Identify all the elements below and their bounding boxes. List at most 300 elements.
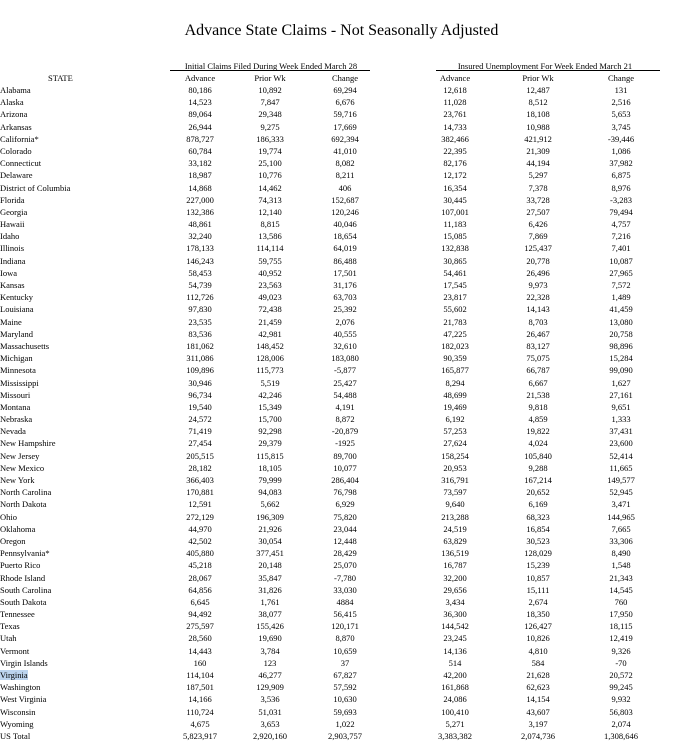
iu-prior-week: 18,350 [526, 609, 550, 620]
column-gap [375, 681, 425, 693]
table-row [0, 486, 683, 498]
column-gap [230, 596, 240, 608]
iu-advance: 42,200 [443, 670, 467, 680]
ic-prior-week: 115,773 [256, 365, 284, 376]
iu-prior-week: 2,674 [528, 596, 548, 607]
column-gap [300, 596, 315, 608]
ic-prior-week: 92,298 [258, 426, 282, 437]
column-gap [230, 572, 240, 584]
column-gap [230, 547, 240, 559]
iu-change: 79,494 [609, 206, 633, 217]
state-cell [0, 206, 170, 218]
column-gap [651, 657, 683, 669]
column-gap [375, 145, 425, 157]
iu-change: 20,572 [609, 670, 633, 680]
iu-advance: 73,597 [443, 487, 467, 498]
column-gap [651, 328, 683, 340]
ic-advance: 45,218 [188, 560, 212, 571]
state-cell [0, 121, 170, 133]
iu-advance: 14,136 [443, 645, 467, 656]
iu-advance: 382,466 [441, 133, 469, 144]
table-row [0, 681, 683, 693]
column-gap [651, 584, 683, 596]
table-row [0, 535, 683, 547]
column-gap [485, 511, 508, 523]
column-gap [568, 145, 591, 157]
table-row [0, 608, 683, 620]
column-gap [651, 291, 683, 303]
state-cell [0, 511, 170, 523]
iu-change: 149,577 [607, 475, 635, 485]
ic-advance: 311,086 [186, 353, 214, 364]
iu-advance: 16,787 [443, 560, 467, 571]
column-gap [300, 657, 315, 669]
column-gap [300, 450, 315, 462]
state-name: Nevada [0, 426, 26, 437]
column-gap [651, 596, 683, 608]
iu-prior-week: 421,912 [524, 133, 552, 144]
ic-change: 25,392 [333, 304, 357, 315]
column-gap [485, 669, 508, 681]
column-gap [300, 437, 315, 449]
column-gap [230, 718, 240, 730]
state-name: Alabama [0, 85, 31, 95]
table-row [0, 693, 683, 705]
state-name: Georgia [0, 206, 28, 217]
iu-prior-week: 125,437 [524, 243, 552, 254]
table-row [0, 511, 683, 523]
column-gap [485, 364, 508, 376]
column-gap [568, 474, 591, 486]
iu-advance: 107,001 [441, 206, 469, 217]
iu-change: 760 [614, 596, 628, 607]
column-gap [568, 377, 591, 389]
iu-change: 10,087 [609, 255, 633, 266]
ic-prior-week: 35,847 [258, 572, 282, 583]
column-gap [375, 401, 425, 413]
column-gap [651, 474, 683, 486]
column-gap [651, 669, 683, 681]
iu-prior-week: 20,652 [526, 487, 550, 498]
column-gap [230, 462, 240, 474]
iu-advance: 24,086 [443, 694, 467, 705]
ic-prior-week: 46,277 [258, 670, 282, 680]
ic-change: 4884 [336, 596, 354, 607]
state-cell [0, 632, 170, 644]
column-gap [568, 547, 591, 559]
column-gap [230, 632, 240, 644]
ic-advance: 24,572 [188, 414, 212, 425]
column-gap [300, 669, 315, 681]
table-row [0, 340, 683, 352]
column-gap [375, 291, 425, 303]
column-gap [230, 681, 240, 693]
state-cell [0, 535, 170, 547]
column-gap [651, 121, 683, 133]
column-gap [375, 645, 425, 657]
column-gap [230, 267, 240, 279]
ic-advance: 71,419 [188, 426, 212, 437]
column-gap [230, 389, 240, 401]
column-gap [651, 182, 683, 194]
column-gap [375, 693, 425, 705]
iu-prior-week: 22,328 [526, 292, 550, 303]
initial-claims-rule [170, 70, 370, 71]
iu-prior-week: 21,628 [526, 670, 550, 680]
ic-change: 63,703 [333, 292, 357, 303]
state-cell [0, 303, 170, 315]
iu-advance-header: Advance [439, 73, 471, 83]
ic-advance: 112,726 [186, 292, 214, 303]
iu-change: 9,326 [611, 645, 631, 656]
ic-advance: 366,403 [186, 475, 214, 485]
column-gap [375, 486, 425, 498]
column-gap [485, 145, 508, 157]
iu-prior-week: 4,859 [528, 414, 548, 425]
iu-change: 12,419 [609, 633, 633, 644]
column-gap [651, 242, 683, 254]
column-gap [568, 437, 591, 449]
ic-prior-week: 59,755 [258, 255, 282, 266]
column-gap [300, 718, 315, 730]
column-gap [485, 718, 508, 730]
state-cell [0, 84, 170, 96]
state-name: Ohio [0, 511, 17, 522]
state-name: Nebraska [0, 414, 33, 425]
column-gap [300, 352, 315, 364]
state-name: West Virginia [0, 694, 47, 705]
column-gap [485, 242, 508, 254]
column-gap [300, 145, 315, 157]
column-gap [230, 511, 240, 523]
iu-advance: 17,545 [443, 280, 467, 290]
iu-prior-week: 15,239 [526, 560, 550, 571]
column-gap [300, 632, 315, 644]
iu-change: 27,965 [609, 267, 633, 278]
ic-prior-week: 29,348 [258, 109, 282, 120]
ic-change: 69,294 [333, 85, 357, 95]
ic-advance: 170,881 [186, 487, 214, 498]
column-gap [651, 498, 683, 510]
ic-change: 76,798 [333, 487, 357, 498]
ic-prior-week: 29,379 [258, 438, 282, 449]
state-cell [0, 194, 170, 206]
ic-change: 4,191 [335, 401, 355, 412]
ic-advance: 14,443 [188, 645, 212, 656]
iu-prior-week: 7,378 [528, 182, 548, 193]
column-gap [300, 523, 315, 535]
column-gap [568, 681, 591, 693]
state-name: Minnesota [0, 365, 36, 376]
state-cell [0, 291, 170, 303]
iu-prior-week: 10,857 [526, 572, 550, 583]
ic-advance: 28,560 [188, 633, 212, 644]
column-gap [485, 316, 508, 328]
state-name: Vermont [0, 645, 30, 656]
state-name: Delaware [0, 170, 33, 181]
state-cell [0, 596, 170, 608]
column-gap [300, 96, 315, 108]
state-name: Colorado [0, 145, 32, 156]
iu-prior-week: 9,818 [528, 401, 548, 412]
iu-advance: 36,300 [443, 609, 467, 620]
column-gap [568, 596, 591, 608]
state-name: Montana [0, 401, 31, 412]
insured-unemployment-rule [436, 70, 660, 71]
column-gap [485, 450, 508, 462]
ic-prior-week: 8,815 [260, 219, 280, 230]
state-name: North Carolina [0, 487, 52, 498]
column-gap [651, 632, 683, 644]
column-gap [375, 377, 425, 389]
state-cell [0, 706, 170, 718]
column-gap [568, 230, 591, 242]
ic-prior-week: 10,892 [258, 85, 282, 95]
state-name: Iowa [0, 267, 17, 278]
iu-advance: 24,519 [443, 523, 467, 534]
ic-change: 41,010 [333, 145, 357, 156]
column-gap [230, 206, 240, 218]
ic-prior-week: 5,519 [260, 377, 280, 388]
column-gap [651, 169, 683, 181]
iu-prior-week: 167,214 [524, 475, 552, 485]
column-gap [485, 596, 508, 608]
column-gap [568, 645, 591, 657]
iu-change: 8,976 [611, 182, 631, 193]
table-row [0, 206, 683, 218]
iu-change: 7,572 [611, 280, 631, 290]
column-gap [651, 730, 683, 742]
ic-change: 64,019 [333, 243, 357, 254]
ic-advance: 12,591 [188, 499, 212, 510]
column-gap [568, 632, 591, 644]
ic-change: 57,592 [333, 682, 357, 693]
ic-advance: 89,064 [188, 109, 212, 120]
state-name: New Hampshire [0, 438, 56, 449]
ic-change: 54,488 [333, 389, 357, 400]
iu-change: 144,965 [607, 511, 635, 522]
iu-change: 23,600 [609, 438, 633, 449]
column-gap [568, 572, 591, 584]
ic-change: 17,669 [333, 121, 357, 132]
ic-advance: 48,861 [188, 219, 212, 230]
ic-prior-week: 42,981 [258, 328, 282, 339]
iu-change: 52,945 [609, 487, 633, 498]
table-row [0, 437, 683, 449]
column-gap [651, 364, 683, 376]
iu-prior-week: 26,467 [526, 328, 550, 339]
column-gap [375, 218, 425, 230]
iu-advance: 132,838 [441, 243, 469, 254]
column-gap [375, 572, 425, 584]
column-gap [485, 632, 508, 644]
ic-advance: 14,166 [188, 694, 212, 705]
ic-prior-week: 74,313 [258, 194, 282, 205]
column-gap [568, 121, 591, 133]
state-name: Puerto Rico [0, 560, 41, 571]
state-cell [0, 620, 170, 632]
ic-prior-week: 9,275 [260, 121, 280, 132]
column-gap [300, 462, 315, 474]
ic-advance: 160 [193, 657, 207, 668]
column-gap [485, 608, 508, 620]
table-row [0, 669, 683, 681]
ic-prior-week: 18,105 [258, 462, 282, 473]
table-row [0, 328, 683, 340]
state-cell [0, 584, 170, 596]
state-cell [0, 547, 170, 559]
ic-prior-week: 51,031 [258, 706, 282, 717]
column-gap [230, 450, 240, 462]
column-gap [375, 389, 425, 401]
column-gap [300, 389, 315, 401]
iu-change: 13,080 [609, 316, 633, 327]
ic-prior-week: 15,349 [258, 401, 282, 412]
iu-prior-week-header: Prior Wk [522, 73, 554, 83]
column-gap [651, 133, 683, 145]
column-gap [375, 206, 425, 218]
ic-advance: 272,129 [186, 511, 214, 522]
ic-prior-week: 186,333 [256, 133, 284, 144]
column-gap [651, 230, 683, 242]
ic-prior-week: 377,451 [256, 548, 284, 559]
table-row [0, 108, 683, 120]
column-gap [375, 84, 425, 96]
iu-advance: 32,200 [443, 572, 467, 583]
ic-change-header: Change [332, 73, 358, 83]
state-cell [0, 230, 170, 242]
ic-prior-week-header: Prior Wk [254, 73, 286, 83]
table-row [0, 559, 683, 571]
state-cell [0, 108, 170, 120]
ic-change: 12,448 [333, 535, 357, 546]
column-gap [568, 96, 591, 108]
iu-advance: 316,791 [441, 475, 469, 485]
column-gap [485, 535, 508, 547]
column-gap [230, 608, 240, 620]
column-gap [568, 340, 591, 352]
ic-change: -1925 [335, 438, 355, 449]
column-gap [485, 377, 508, 389]
ic-prior-week: 10,776 [258, 170, 282, 181]
state-cell [0, 389, 170, 401]
column-gap [651, 681, 683, 693]
column-gap [300, 182, 315, 194]
ic-prior-week: 155,426 [256, 621, 284, 632]
column-gap [568, 584, 591, 596]
iu-prior-week: 3,197 [528, 718, 548, 729]
iu-advance: 144,542 [441, 621, 469, 632]
state-cell [0, 364, 170, 376]
ic-prior-week: 42,246 [258, 389, 282, 400]
state-cell [0, 157, 170, 169]
column-gap [485, 401, 508, 413]
column-gap [230, 133, 240, 145]
column-gap [375, 718, 425, 730]
column-gap [651, 425, 683, 437]
iu-prior-week: 8,703 [528, 316, 548, 327]
column-gap [651, 559, 683, 571]
iu-change: 27,161 [609, 389, 633, 400]
column-gap [300, 316, 315, 328]
column-gap [568, 486, 591, 498]
iu-advance: 30,445 [443, 194, 467, 205]
ic-prior-week: 114,114 [256, 243, 284, 254]
ic-advance: 4,675 [190, 718, 210, 729]
column-gap [375, 242, 425, 254]
ic-change: 67,827 [333, 670, 357, 680]
iu-prior-week: 43,607 [526, 706, 550, 717]
iu-prior-week: 27,507 [526, 206, 550, 217]
ic-change: 89,700 [333, 450, 357, 461]
ic-advance: 405,880 [186, 548, 214, 559]
column-gap [375, 267, 425, 279]
iu-change: 7,216 [611, 231, 631, 242]
state-cell [0, 255, 170, 267]
table-row [0, 730, 683, 742]
column-gap [568, 242, 591, 254]
table-row [0, 230, 683, 242]
iu-change: 14,545 [609, 584, 633, 595]
state-cell [0, 559, 170, 571]
column-gap [568, 303, 591, 315]
ic-prior-week: 21,459 [258, 316, 282, 327]
column-gap [375, 474, 425, 486]
ic-change: 86,488 [333, 255, 357, 266]
state-name: New Jersey [0, 450, 40, 461]
ic-prior-week: 148,452 [256, 340, 284, 351]
ic-prior-week: 14,462 [258, 182, 282, 193]
state-name: Oklahoma [0, 523, 36, 534]
ic-advance: 14,868 [188, 182, 212, 193]
column-gap [300, 230, 315, 242]
ic-prior-week: 19,690 [258, 633, 282, 644]
column-gap [568, 413, 591, 425]
state-name: Michigan [0, 353, 33, 364]
column-gap [651, 706, 683, 718]
ic-advance: 32,240 [188, 231, 212, 242]
column-gap [375, 669, 425, 681]
column-gap [651, 645, 683, 657]
ic-advance: 30,946 [188, 377, 212, 388]
state-name: Maryland [0, 328, 34, 339]
iu-change: 56,803 [609, 706, 633, 717]
column-gap [375, 255, 425, 267]
column-gap [230, 157, 240, 169]
column-gap [568, 255, 591, 267]
column-gap [485, 547, 508, 559]
column-gap [375, 730, 425, 742]
table-row [0, 157, 683, 169]
page-title: Advance State Claims - Not Seasonally Adjusted [184, 22, 499, 39]
iu-advance: 161,868 [441, 682, 469, 693]
column-gap [300, 608, 315, 620]
column-gap [375, 620, 425, 632]
column-gap [375, 169, 425, 181]
column-gap [230, 693, 240, 705]
ic-change: 8,872 [335, 414, 355, 425]
ic-advance: 44,970 [188, 523, 212, 534]
ic-prior-week: 19,774 [258, 145, 282, 156]
state-cell [0, 572, 170, 584]
ic-change: 56,415 [333, 609, 357, 620]
iu-change: 3,745 [611, 121, 631, 132]
column-gap [485, 157, 508, 169]
state-cell [0, 279, 170, 291]
column-gap [375, 437, 425, 449]
column-gap [300, 620, 315, 632]
column-gap [485, 389, 508, 401]
